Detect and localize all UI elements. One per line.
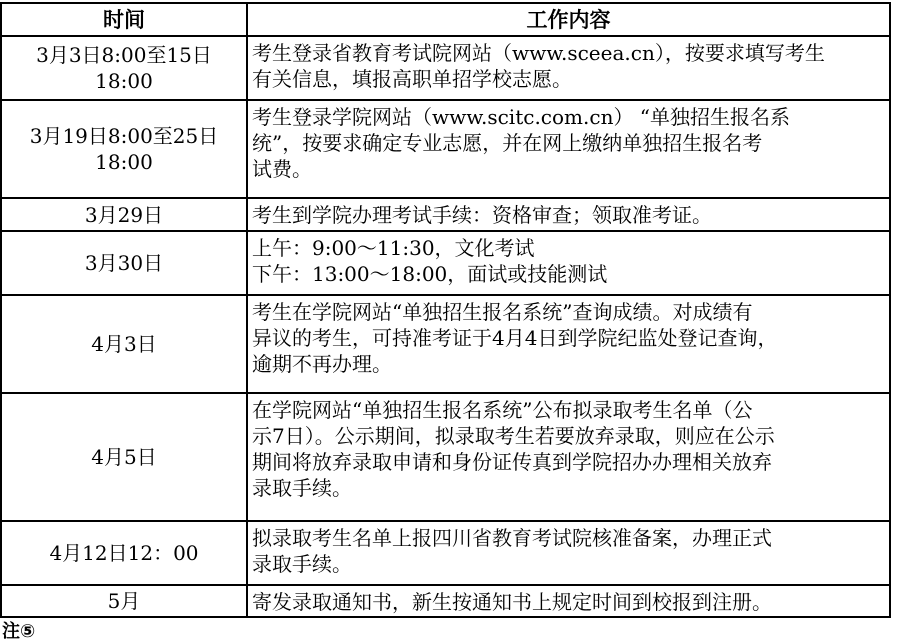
- row-time-cell: [1, 198, 247, 231]
- time-text: 3月3日8:00至15日: [36, 43, 212, 67]
- table-row: [1, 231, 890, 295]
- work-text: 拟录取考生名单上报四川省教育考试院核准备案，办理正式: [252, 526, 772, 550]
- row-work-cell: [247, 100, 890, 198]
- work-text: 在学院网站“单独招生报名系统”公布拟录取考生名单（公: [252, 398, 753, 422]
- work-text: 统”，按要求确定专业志愿，并在网上缴纳单独招生报名考: [252, 131, 763, 155]
- time-text: 5月: [107, 589, 141, 613]
- work-text: 录取手续。: [252, 552, 352, 576]
- time-text: 18:00: [95, 69, 153, 93]
- work-text: 示7日）。公示期间，拟录取考生若要放弃录取，则应在公示: [252, 424, 775, 448]
- work-text: 逾期不再办理。: [252, 352, 392, 376]
- row-work-cell: [247, 521, 890, 585]
- table-row: [1, 393, 890, 521]
- work-text: 上午：9:00～11:30，文化考试: [252, 236, 535, 260]
- time-text: 3月19日8:00至25日: [29, 124, 219, 148]
- table-row: [1, 198, 890, 231]
- time-text: 3月30日: [84, 251, 164, 275]
- work-text: 异议的考生，可持准考证于4月4日到学院纪监处登记查询，: [252, 326, 778, 350]
- table-row: [1, 585, 890, 617]
- footer-note: 注⑤: [2, 621, 36, 642]
- work-text: 考生在学院网站“单独招生报名系统”查询成绩。对成绩有: [252, 300, 753, 324]
- header-work: 工作内容: [247, 3, 890, 36]
- table-row: [1, 295, 890, 393]
- table-row: [1, 100, 890, 198]
- work-text: 试费。: [252, 157, 312, 181]
- work-text: 寄发录取通知书，新生按通知书上规定时间到校报到注册。: [252, 590, 772, 614]
- work-text: 有关信息，填报高职单招学校志愿。: [252, 67, 572, 91]
- row-time-cell: [1, 393, 247, 521]
- work-text: 期间将放弃录取申请和身份证传真到学院招办办理相关放弃: [252, 450, 772, 474]
- header-time: 时间: [1, 3, 247, 36]
- row-work-cell: [247, 393, 890, 521]
- table-row: [1, 521, 890, 585]
- time-text: 18:00: [95, 150, 153, 174]
- row-time-cell: [1, 585, 247, 617]
- row-work-cell: [247, 231, 890, 295]
- work-text: 考生到学院办理考试手续：资格审查；领取准考证。: [252, 203, 712, 227]
- table-body: [1, 36, 890, 617]
- work-text: 考生登录学院网站（www.scitc.com.cn） “单独招生报名系: [252, 105, 791, 129]
- row-time-cell: [1, 295, 247, 393]
- row-time-cell: [1, 231, 247, 295]
- row-work-cell: [247, 295, 890, 393]
- row-time-cell: [1, 36, 247, 100]
- row-work-cell: [247, 36, 890, 100]
- row-work-cell: [247, 585, 890, 617]
- table-header: [1, 3, 890, 36]
- table-row: [1, 36, 890, 100]
- work-text: 录取手续。: [252, 476, 352, 500]
- row-time-cell: [1, 100, 247, 198]
- row-work-cell: [247, 198, 890, 231]
- header-row: [1, 3, 890, 36]
- row-time-cell: [1, 521, 247, 585]
- time-text: 3月29日: [84, 202, 164, 227]
- time-text: 4月5日: [91, 445, 157, 469]
- time-text: 4月12日12：00: [49, 541, 199, 565]
- work-text: 下午：13:00～18:00，面试或技能测试: [252, 262, 608, 286]
- work-text: 考生登录省教育考试院网站（www.sceea.cn），按要求填写考生: [252, 41, 825, 65]
- schedule-table: [0, 2, 891, 618]
- time-text: 4月3日: [91, 332, 157, 356]
